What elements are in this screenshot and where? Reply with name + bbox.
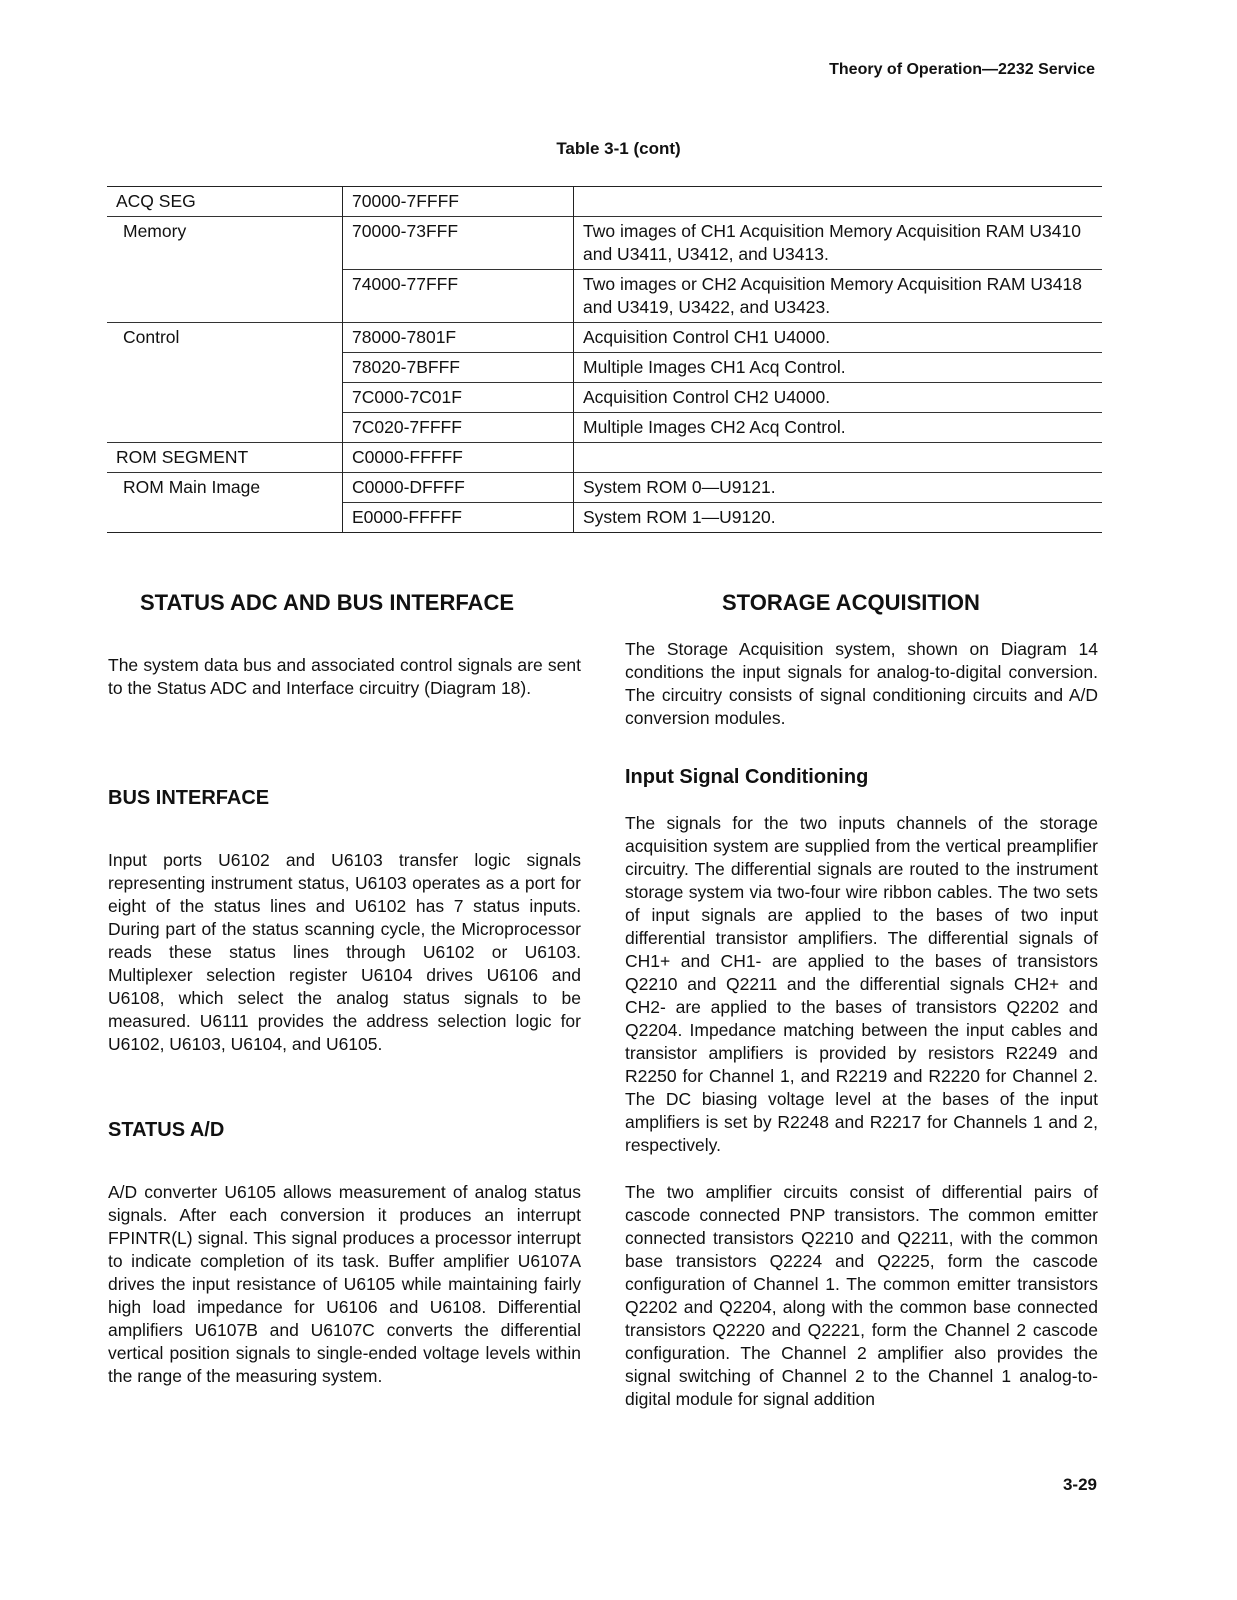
table-row bbox=[107, 473, 1102, 503]
right-paragraph-1 bbox=[625, 638, 1098, 730]
table-cell: 70000-7FFFF bbox=[343, 187, 574, 217]
table-cell: Acquisition Control CH1 U4000. bbox=[574, 323, 1103, 353]
paragraph: The Storage Acquisition system, shown on Diagram 14 conditions the input signals for analog-to-digital conversion. The circuitry consists of signal conditioning circuits and A/D conversion modules. bbox=[625, 639, 1098, 728]
table-cell: Two images or CH2 Acquisition Memory Acquisition RAM U3418 and U3419, U3422, and U3423. bbox=[574, 270, 1103, 323]
table-cell: System ROM 1—U9120. bbox=[574, 503, 1103, 533]
table-cell: Multiple Images CH2 Acq Control. bbox=[574, 413, 1103, 443]
section-heading-status-adc: STATUS ADC AND BUS INTERFACE bbox=[140, 590, 514, 615]
subheading-bus-interface: BUS INTERFACE bbox=[108, 787, 270, 809]
subheading-status-ad: STATUS A/D bbox=[108, 1119, 225, 1141]
table-row bbox=[107, 443, 1102, 473]
table-cell bbox=[107, 270, 343, 323]
table-row bbox=[107, 323, 1102, 353]
table-row bbox=[107, 503, 1102, 533]
table-cell bbox=[107, 503, 343, 533]
table-cell bbox=[107, 413, 343, 443]
paragraph: A/D converter U6105 allows measurement of analog status signals. After each conversion it produces an interrupt FPINTR(L) signal. This signal produces a processor interrupt to indicate completion of its task. Buffer amplifier U6107A drives the input resistance of U6105 while maintaining fairly high load impedance for U6106 and U6108. Differential amplifiers U6107B and U6107C converts the differential vertical position signals to single-ended voltage levels within the range of the measuring system. bbox=[108, 1182, 581, 1386]
paragraph: The system data bus and associated control signals are sent to the Status ADC and Interface circuitry (Diagram 18). bbox=[108, 655, 581, 698]
right-paragraph-2 bbox=[625, 812, 1098, 1157]
table-row bbox=[107, 217, 1102, 270]
table-row bbox=[107, 383, 1102, 413]
table-cell: System ROM 0—U9121. bbox=[574, 473, 1103, 503]
table-cell: Memory bbox=[107, 217, 343, 270]
paragraph: The signals for the two inputs channels of the storage acquisition system are supplied from the vertical preamplifier circuitry. The differential signals are routed to the instrument storage system via two-four wire ribbon cables. The two sets of input signals are applied to the bases of two input differential transistor amplifiers. The differential signals of CH1+ and CH1- are applied to the bases of transistors Q2210 and Q2211 and the differential signals CH2+ and CH2- are applied to the bases of transistors Q2202 and Q2204. Impedance matching between the input cables and transistor amplifiers is provided by resistors R2249 and R2250 for Channel 1, and R2219 and R2220 for Channel 2. The DC biasing voltage level at the bases of the input amplifiers is set by R2248 and R2217 for Channels 1 and 2, respectively. bbox=[625, 813, 1098, 1155]
running-head: Theory of Operation—2232 Service bbox=[829, 61, 1095, 78]
table-cell: 78020-7BFFF bbox=[343, 353, 574, 383]
subheading-input-signal-conditioning: Input Signal Conditioning bbox=[625, 766, 869, 788]
table-cell bbox=[574, 443, 1103, 473]
table-cell: ACQ SEG bbox=[116, 191, 196, 211]
table-row bbox=[107, 187, 1102, 217]
table-cell: C0000-DFFFF bbox=[343, 473, 574, 503]
page-number: 3-29 bbox=[1062, 1475, 1097, 1494]
table-cell: Multiple Images CH1 Acq Control. bbox=[574, 353, 1103, 383]
memory-map-table bbox=[107, 186, 1102, 533]
table-cell: Two images of CH1 Acquisition Memory Acquisition RAM U3410 and U3411, U3412, and U3413. bbox=[574, 217, 1103, 270]
left-paragraph-1 bbox=[108, 654, 581, 700]
table-row bbox=[107, 413, 1102, 443]
paragraph: Input ports U6102 and U6103 transfer logic signals representing instrument status, U6103 operates as a port for eight of the status lines and U6102 has 7 status inputs. During part of the status scanning cycle, the Microprocessor reads these status lines through U6102 or U6103. Multiplexer selection register U6104 drives U6106 and U6108, which select the analog status signals to be measured. U6111 provides the address selection logic for U6102, U6103, U6104, and U6105. bbox=[108, 850, 581, 1054]
table-cell: ROM SEGMENT bbox=[107, 443, 343, 473]
table-cell: Control bbox=[107, 323, 343, 353]
table-cell bbox=[107, 383, 343, 413]
table-caption: Table 3-1 (cont) bbox=[556, 139, 681, 158]
table-cell: 70000-73FFF bbox=[343, 217, 574, 270]
table-cell: E0000-FFFFF bbox=[343, 503, 574, 533]
table-cell: ROM Main Image bbox=[107, 473, 343, 503]
left-paragraph-3 bbox=[108, 1181, 581, 1388]
table-cell bbox=[107, 353, 343, 383]
table-row bbox=[107, 270, 1102, 323]
table-cell: 74000-77FFF bbox=[343, 270, 574, 323]
left-paragraph-2 bbox=[108, 849, 581, 1056]
table-cell: 7C000-7C01F bbox=[343, 383, 574, 413]
table-cell: Acquisition Control CH2 U4000. bbox=[574, 383, 1103, 413]
paragraph: The two amplifier circuits consist of differential pairs of cascode connected PNP transistors. The common emitter connected transistors Q2210 and Q2211, with the common base transistors Q2224 and Q2225, form the cascode configuration of Channel 1. The common emitter transistors Q2202 and Q2204, along with the common base connected transistors Q2220 and Q2221, form the Channel 2 cascode configuration. The Channel 2 amplifier also provides the signal switching of Channel 2 to the Channel 1 analog-to-digital module for signal addition bbox=[625, 1182, 1098, 1409]
table-cell: 7C020-7FFFF bbox=[343, 413, 574, 443]
table-cell: C0000-FFFFF bbox=[343, 443, 574, 473]
section-heading-storage-acquisition: STORAGE ACQUISITION bbox=[722, 590, 980, 615]
right-paragraph-3 bbox=[625, 1181, 1098, 1411]
table-cell: 78000-7801F bbox=[343, 323, 574, 353]
table-cell bbox=[574, 187, 1103, 217]
table-row bbox=[107, 353, 1102, 383]
